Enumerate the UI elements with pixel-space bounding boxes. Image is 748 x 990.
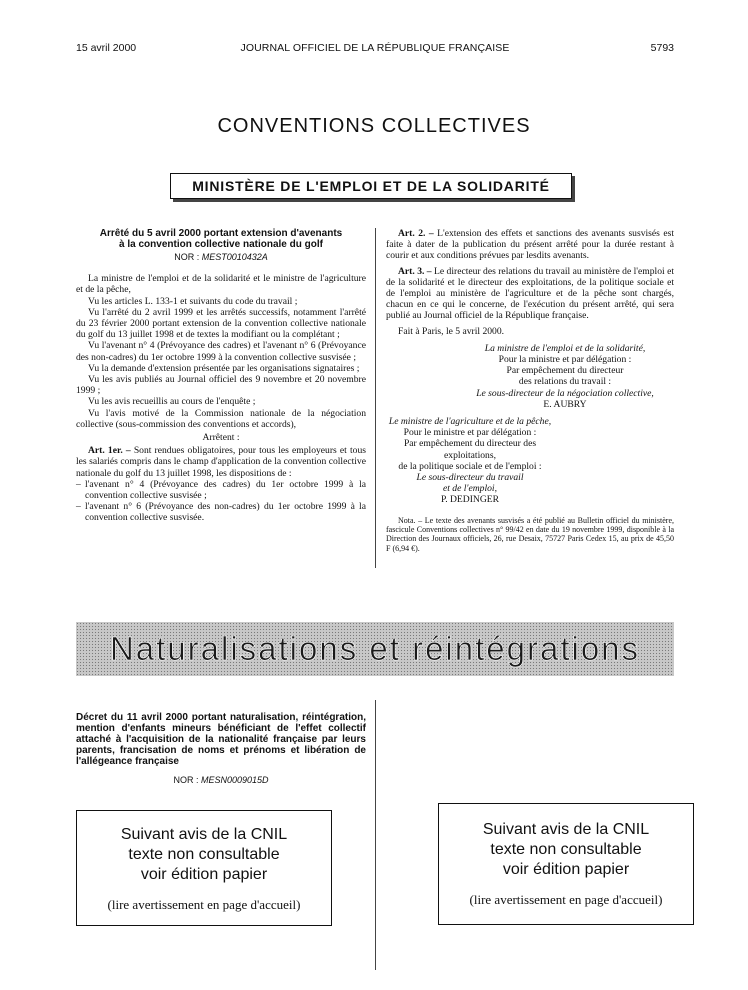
list-item: – l'avenant n° 4 (Prévoyance des cadres) du 1er octobre 1999 à la convention collective susvisée ; <box>76 479 366 501</box>
page-header <box>76 42 674 56</box>
column-divider <box>375 228 376 568</box>
visa-paragraph: Vu la demande d'extension présentée par les organisations signataires ; <box>88 362 360 374</box>
decret-nor: NOR : MESN0009015D <box>173 775 269 785</box>
decret-title: Décret du 11 avril 2000 portant naturalisation, réintégration, mention d'enfants mineurs bénéficiant de l'effet collectif attaché à l'acquisition de la nationalité française par leurs parents, francisation de noms et prénoms et libération de l'allégeance française <box>76 712 366 767</box>
arrete-left-column <box>76 228 366 524</box>
article-2: Art. 2. – L'extension des effets et sanctions des avenants susvisés est faite à dater de la publication du présent arrêté pour la durée restant à courir et aux conditions prévues par lesdits avenants. <box>386 228 674 262</box>
signature-block-2: Le ministre de l'agriculture et de la pêche, Pour le ministre et par délégation : Par empêchement du directeur des exploitations, de la politique sociale et de l'emploi : Le sous-directeur du travail et de l'emploi, P. DEDINGER <box>388 416 552 506</box>
visa-paragraph: Vu l'avenant n° 4 (Prévoyance des cadres) et l'avenant n° 6 (Prévoyance des non-cadres) du 1er octobre 1999 à la convention collective susvisée ; <box>76 340 366 363</box>
visa-paragraph: Vu les articles L. 133-1 et suivants du code du travail ; <box>88 295 298 307</box>
article-3: Art. 3. – Le directeur des relations du travail au ministère de l'emploi et de la solidarité et le directeur des exploitations, de la politique sociale et de l'emploi au ministère de l'agriculture et de la pêche sont chargés, chacun en ce qui le concerne, de l'exécution du présent arrêté, qui sera publié au Journal officiel de la République française. <box>386 265 674 322</box>
arrete-title: Arrêté du 5 avril 2000 portant extension d'avenants à la convention collective nationale du golf <box>99 228 343 250</box>
arrete-right-column <box>386 228 674 553</box>
visa-paragraph: Vu l'arrêté du 2 avril 1999 et les arrêtés successifs, notamment l'arrêté du 23 février 2000 portant extension de la convention collective nationale du golf du 13 juillet 1998 et de textes la modifiant ou la complétant ; <box>76 306 366 341</box>
signature-block-1: La ministre de l'emploi et de la solidarité, Pour la ministre et par délégation : Par empêchement du directeur des relations du travail : Le sous-directeur de la négociation collective, E. AUBRY <box>476 342 654 410</box>
arretent-label: Arrêtent : <box>202 432 240 444</box>
visa-paragraph: La ministre de l'emploi et de la solidarité et le ministre de l'agriculture et de la pêche, <box>76 273 366 296</box>
column-divider-lower <box>375 700 376 970</box>
header-date: 15 avril 2000 <box>76 42 137 54</box>
cnil-notice-left: Suivant avis de la CNIL texte non consultable voir édition papier (lire avertissement en page d'accueil) <box>76 810 332 926</box>
article-1: Art. 1er. – Sont rendues obligatoires, pour tous les employeurs et tous les salariés compris dans le champ d'application de la convention collective nationale du golf du 13 juillet 1998, les dispositions de : <box>76 445 366 479</box>
naturalisations-banner <box>76 622 674 676</box>
header-journal-title: JOURNAL OFFICIEL DE LA RÉPUBLIQUE FRANÇAISE <box>240 42 510 54</box>
visa-paragraph: Vu les avis publiés au Journal officiel des 9 novembre et 20 novembre 1999 ; <box>76 374 366 397</box>
arrete-nor: NOR : MEST0010432A <box>174 252 268 262</box>
fait-a-paris: Fait à Paris, le 5 avril 2000. <box>398 325 505 337</box>
section-title: CONVENTIONS COLLECTIVES <box>217 115 531 137</box>
list-item: – l'avenant n° 6 (Prévoyance des non-cadres) du 1er octobre 1999 à la convention collective susvisée. <box>76 501 366 523</box>
banner-title: Naturalisations et réintégrations <box>109 630 641 667</box>
cnil-notice-right: Suivant avis de la CNIL texte non consultable voir édition papier (lire avertissement en page d'accueil) <box>438 803 694 925</box>
visa-paragraph: Vu les avis recueillis au cours de l'enquête ; <box>88 396 256 408</box>
visa-paragraph: Vu l'avis motivé de la Commission nationale de la négociation collective (sous-commission des conventions et accords), <box>76 407 366 430</box>
article-1-list <box>76 479 366 524</box>
nota-paragraph: Nota. – Le texte des avenants susvisés a été publié au Bulletin officiel du ministère, fascicule Conventions collectives n° 99/42 en date du 19 novembre 1999, disponible à la Direction des Journaux officiels, 26, rue Desaix, 75727 Paris Cedex 15, au prix de 45,50 F (6,94 €). <box>386 515 674 553</box>
header-page-number: 5793 <box>650 42 674 54</box>
ministry-heading: MINISTÈRE DE L'EMPLOI ET DE LA SOLIDARITÉ <box>170 173 572 199</box>
